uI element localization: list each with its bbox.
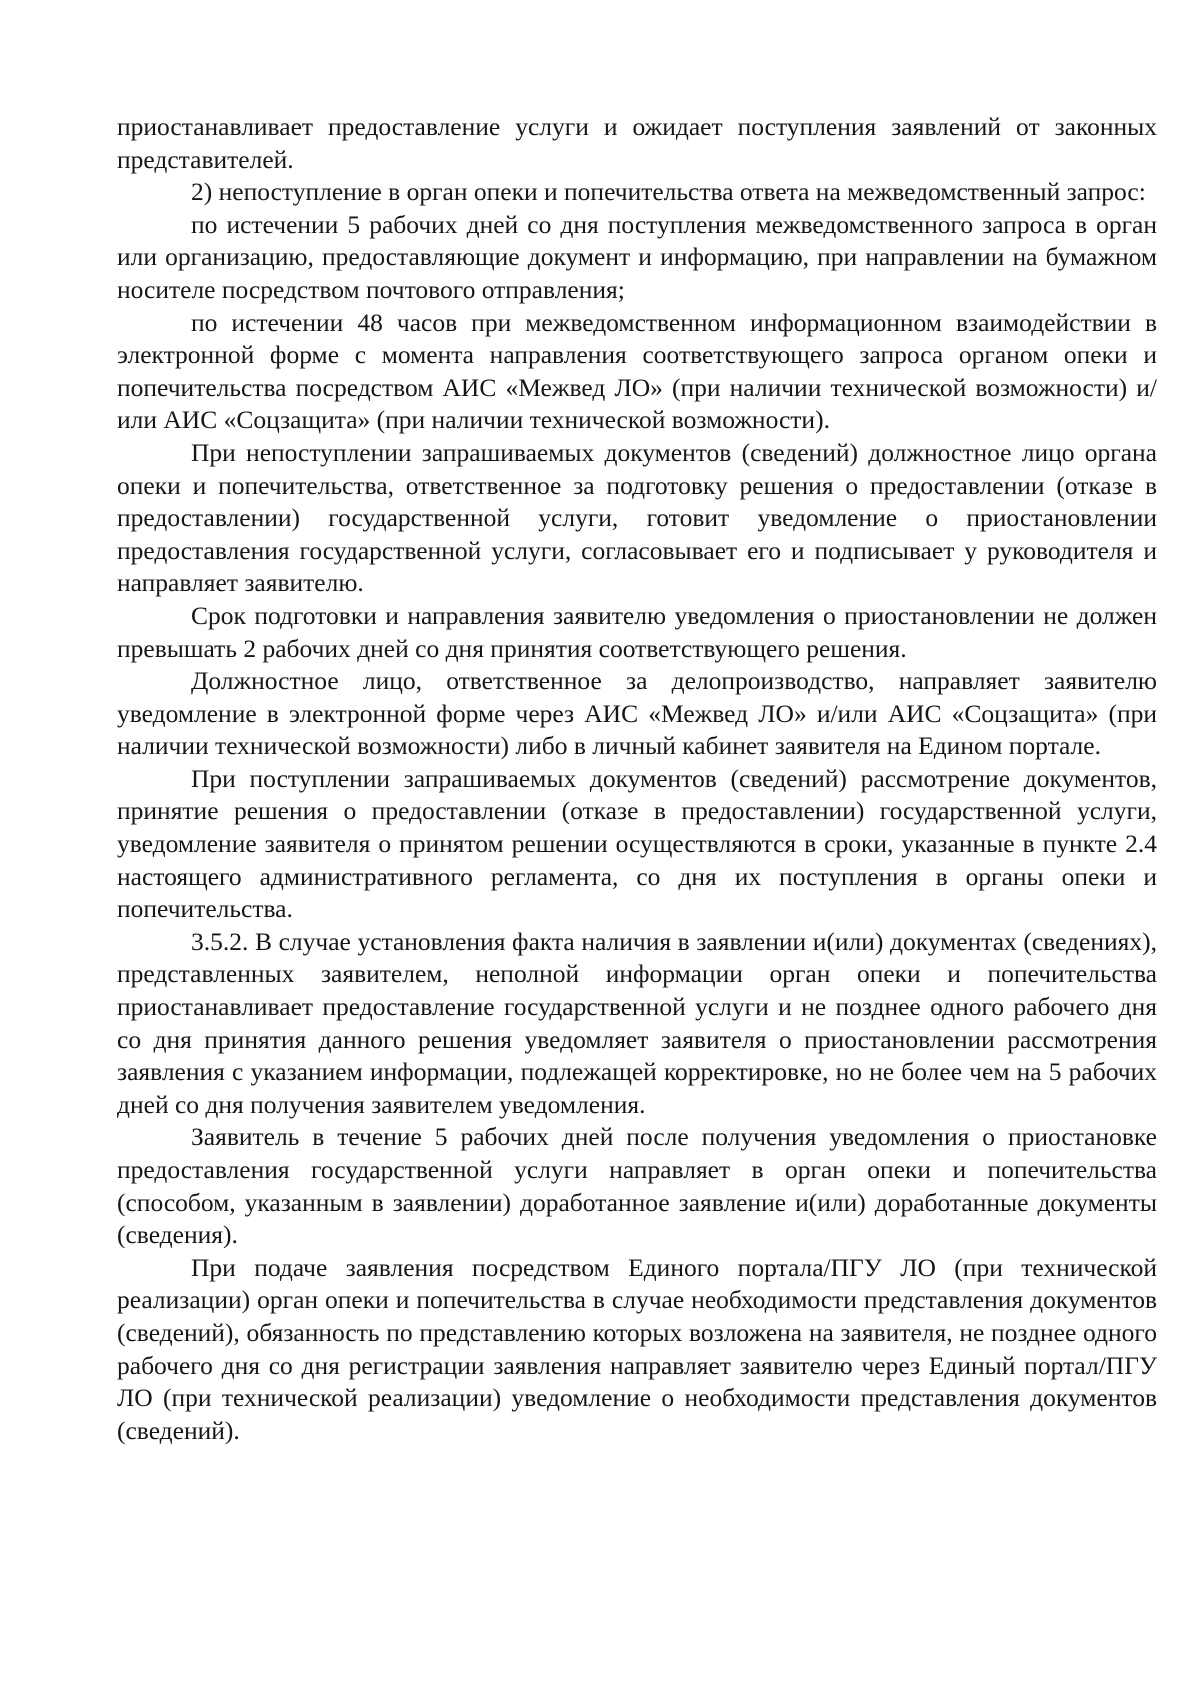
paragraph-applicant: Заявитель в течение 5 рабочих дней после получения уведомления о приостановке предоставления государственной услуги направляет в орган опеки и попечительства (способом, указанным в заявлении) доработанное заявление и(или) доработанные документы (сведения).: [117, 1122, 1157, 1250]
paragraph-non-receipt: При непоступлении запрашиваемых документов (сведений) должностное лицо органа опеки и попечительства, ответственное за подготовку решения о предоставлении (отказе в предоставлении) государственной услуги, готовит уведомление о приостановлении предоставления государственной услуги, согласовывает его и подписывает у руководителя и направляет заявителю.: [117, 437, 1157, 598]
paragraph-portal: При подаче заявления посредством Единого портала/ПГУ ЛО (при технической реализации) орган опеки и попечительства в случае необходимости представления документов (сведений), обязанность по представлению которых возложена на заявителя, не позднее одного рабочего дня со дня регистрации заявления направляет заявителю через Единый портал/ПГУ ЛО (при технической реализации) уведомление о необходимости представления документов (сведений).: [117, 1252, 1157, 1445]
paragraph-deadline: Срок подготовки и направления заявителю уведомления о приостановлении не должен превышать 2 рабочих дней со дня принятия соответствующего решения.: [117, 600, 1157, 663]
paragraph-receipt: При поступлении запрашиваемых документов (сведений) рассмотрение документов, принятие решения о предоставлении (отказе в предоставлении) государственной услуги, уведомление заявителя о принятом решении осуществляются в сроки, указанные в пункте 2.4 настоящего административного регламента, со дня их поступления в органы опеки и попечительства.: [117, 763, 1157, 924]
paragraph-3-5-2: 3.5.2. В случае установления факта наличия в заявлении и(или) документах (сведениях), представленных заявителем, неполной информации орган опеки и попечительства приостанавливает предоставление государственной услуги и не позднее одного рабочего дня со дня принятия данного решения уведомляет заявителя о приостановлении рассмотрения заявления с указанием информации, подлежащей корректировке, но не более чем на 5 рабочих дней со дня получения заявителем уведомления.: [117, 926, 1157, 1119]
paragraph-notification: Должностное лицо, ответственное за делопроизводство, направляет заявителю уведомление в электронной форме через АИС «Межвед ЛО» и/или АИС «Соцзащита» (при наличии технической возможности) либо в личный кабинет заявителя на Едином портале.: [117, 666, 1157, 761]
paragraph-5-days: по истечении 5 рабочих дней со дня поступления межведомственного запроса в орган или организацию, предоставляющие документ и информацию, при направлении на бумажном носителе посредством почтового отправления;: [117, 209, 1157, 304]
paragraph-48-hours: по истечении 48 часов при межведомственном информационном взаимодействии в электронной форме с момента направления соответствующего запроса органом опеки и попечительства посредством АИС «Межвед ЛО» (при наличии технической возможности) и/или АИС «Соцзащита» (при наличии технической возможности).: [117, 307, 1157, 435]
paragraph-item-2: 2) непоступление в орган опеки и попечительства ответа на межведомственный запрос:: [191, 177, 1146, 207]
paragraph-continuation: приостанавливает предоставление услуги и ожидает поступления заявлений от законных представителей.: [117, 112, 1157, 174]
document-page: [117, 111, 1157, 1447]
